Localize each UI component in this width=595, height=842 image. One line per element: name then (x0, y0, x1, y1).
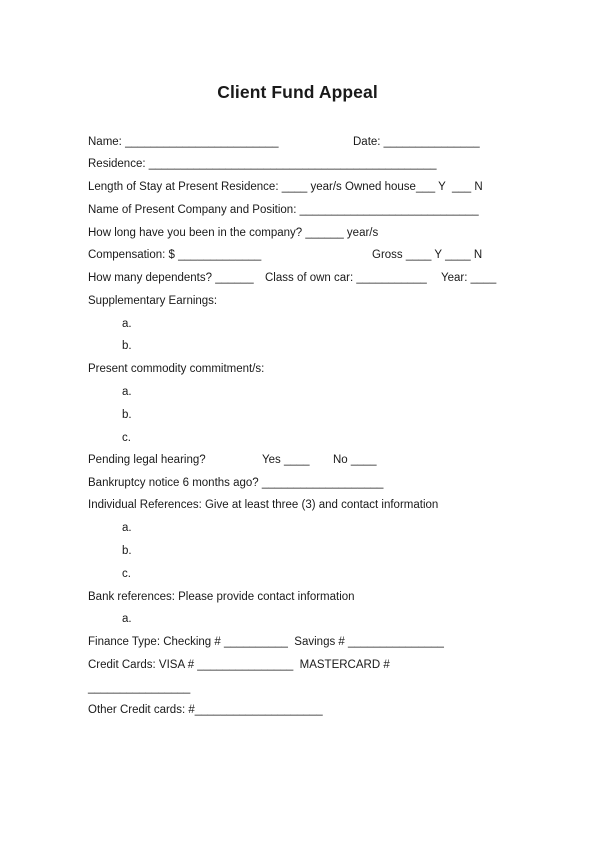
company-field[interactable]: Name of Present Company and Position: ____________________________ (88, 204, 479, 216)
ref-item-c[interactable]: c. (122, 568, 131, 580)
bank-ref-item-a[interactable]: a. (122, 613, 132, 625)
pending-yes-field[interactable]: Yes ____ (262, 454, 310, 466)
commitment-item-a[interactable]: a. (122, 386, 132, 398)
finance-type-field[interactable]: Finance Type: Checking # __________ Savings # _______________ (88, 636, 444, 648)
supp-item-a[interactable]: a. (122, 318, 132, 330)
date-field[interactable]: Date: _______________ (353, 136, 480, 148)
name-field[interactable]: Name: ________________________ (88, 136, 279, 148)
page-title: Client Fund Appeal (217, 82, 378, 102)
car-year-field[interactable]: Year: ____ (441, 272, 497, 284)
credit-cards-field[interactable]: Credit Cards: VISA # _______________ MASTERCARD # (88, 659, 390, 671)
tenure-field[interactable]: How long have you been in the company? ______ year/s (88, 227, 379, 239)
pending-hearing-label: Pending legal hearing? (88, 454, 206, 466)
residence-field[interactable]: Residence: _____________________________________________ (88, 158, 437, 170)
stay-field[interactable]: Length of Stay at Present Residence: ____ year/s Owned house___ Y ___ N (88, 181, 483, 193)
car-class-field[interactable]: Class of own car: ___________ (265, 272, 427, 284)
commitment-item-b[interactable]: b. (122, 409, 132, 421)
bankruptcy-field[interactable]: Bankruptcy notice 6 months ago? ___________________ (88, 477, 384, 489)
commitments-heading: Present commodity commitment/s: (88, 363, 265, 375)
compensation-field[interactable]: Compensation: $ _____________ (88, 249, 262, 261)
supp-earnings-heading: Supplementary Earnings: (88, 295, 218, 307)
ref-item-b[interactable]: b. (122, 545, 132, 557)
bank-refs-heading: Bank references: Please provide contact information (88, 591, 355, 603)
dependents-field[interactable]: How many dependents? ______ (88, 272, 254, 284)
commitment-item-c[interactable]: c. (122, 432, 131, 444)
ref-item-a[interactable]: a. (122, 522, 132, 534)
pending-no-field[interactable]: No ____ (333, 454, 377, 466)
other-cards-field[interactable]: Other Credit cards: #____________________ (88, 704, 323, 716)
gross-field[interactable]: Gross ____ Y ____ N (372, 249, 483, 261)
individual-refs-heading: Individual References: Give at least three (3) and contact information (88, 499, 439, 511)
mastercard-line[interactable]: ________________ (88, 682, 191, 694)
supp-item-b[interactable]: b. (122, 340, 132, 352)
